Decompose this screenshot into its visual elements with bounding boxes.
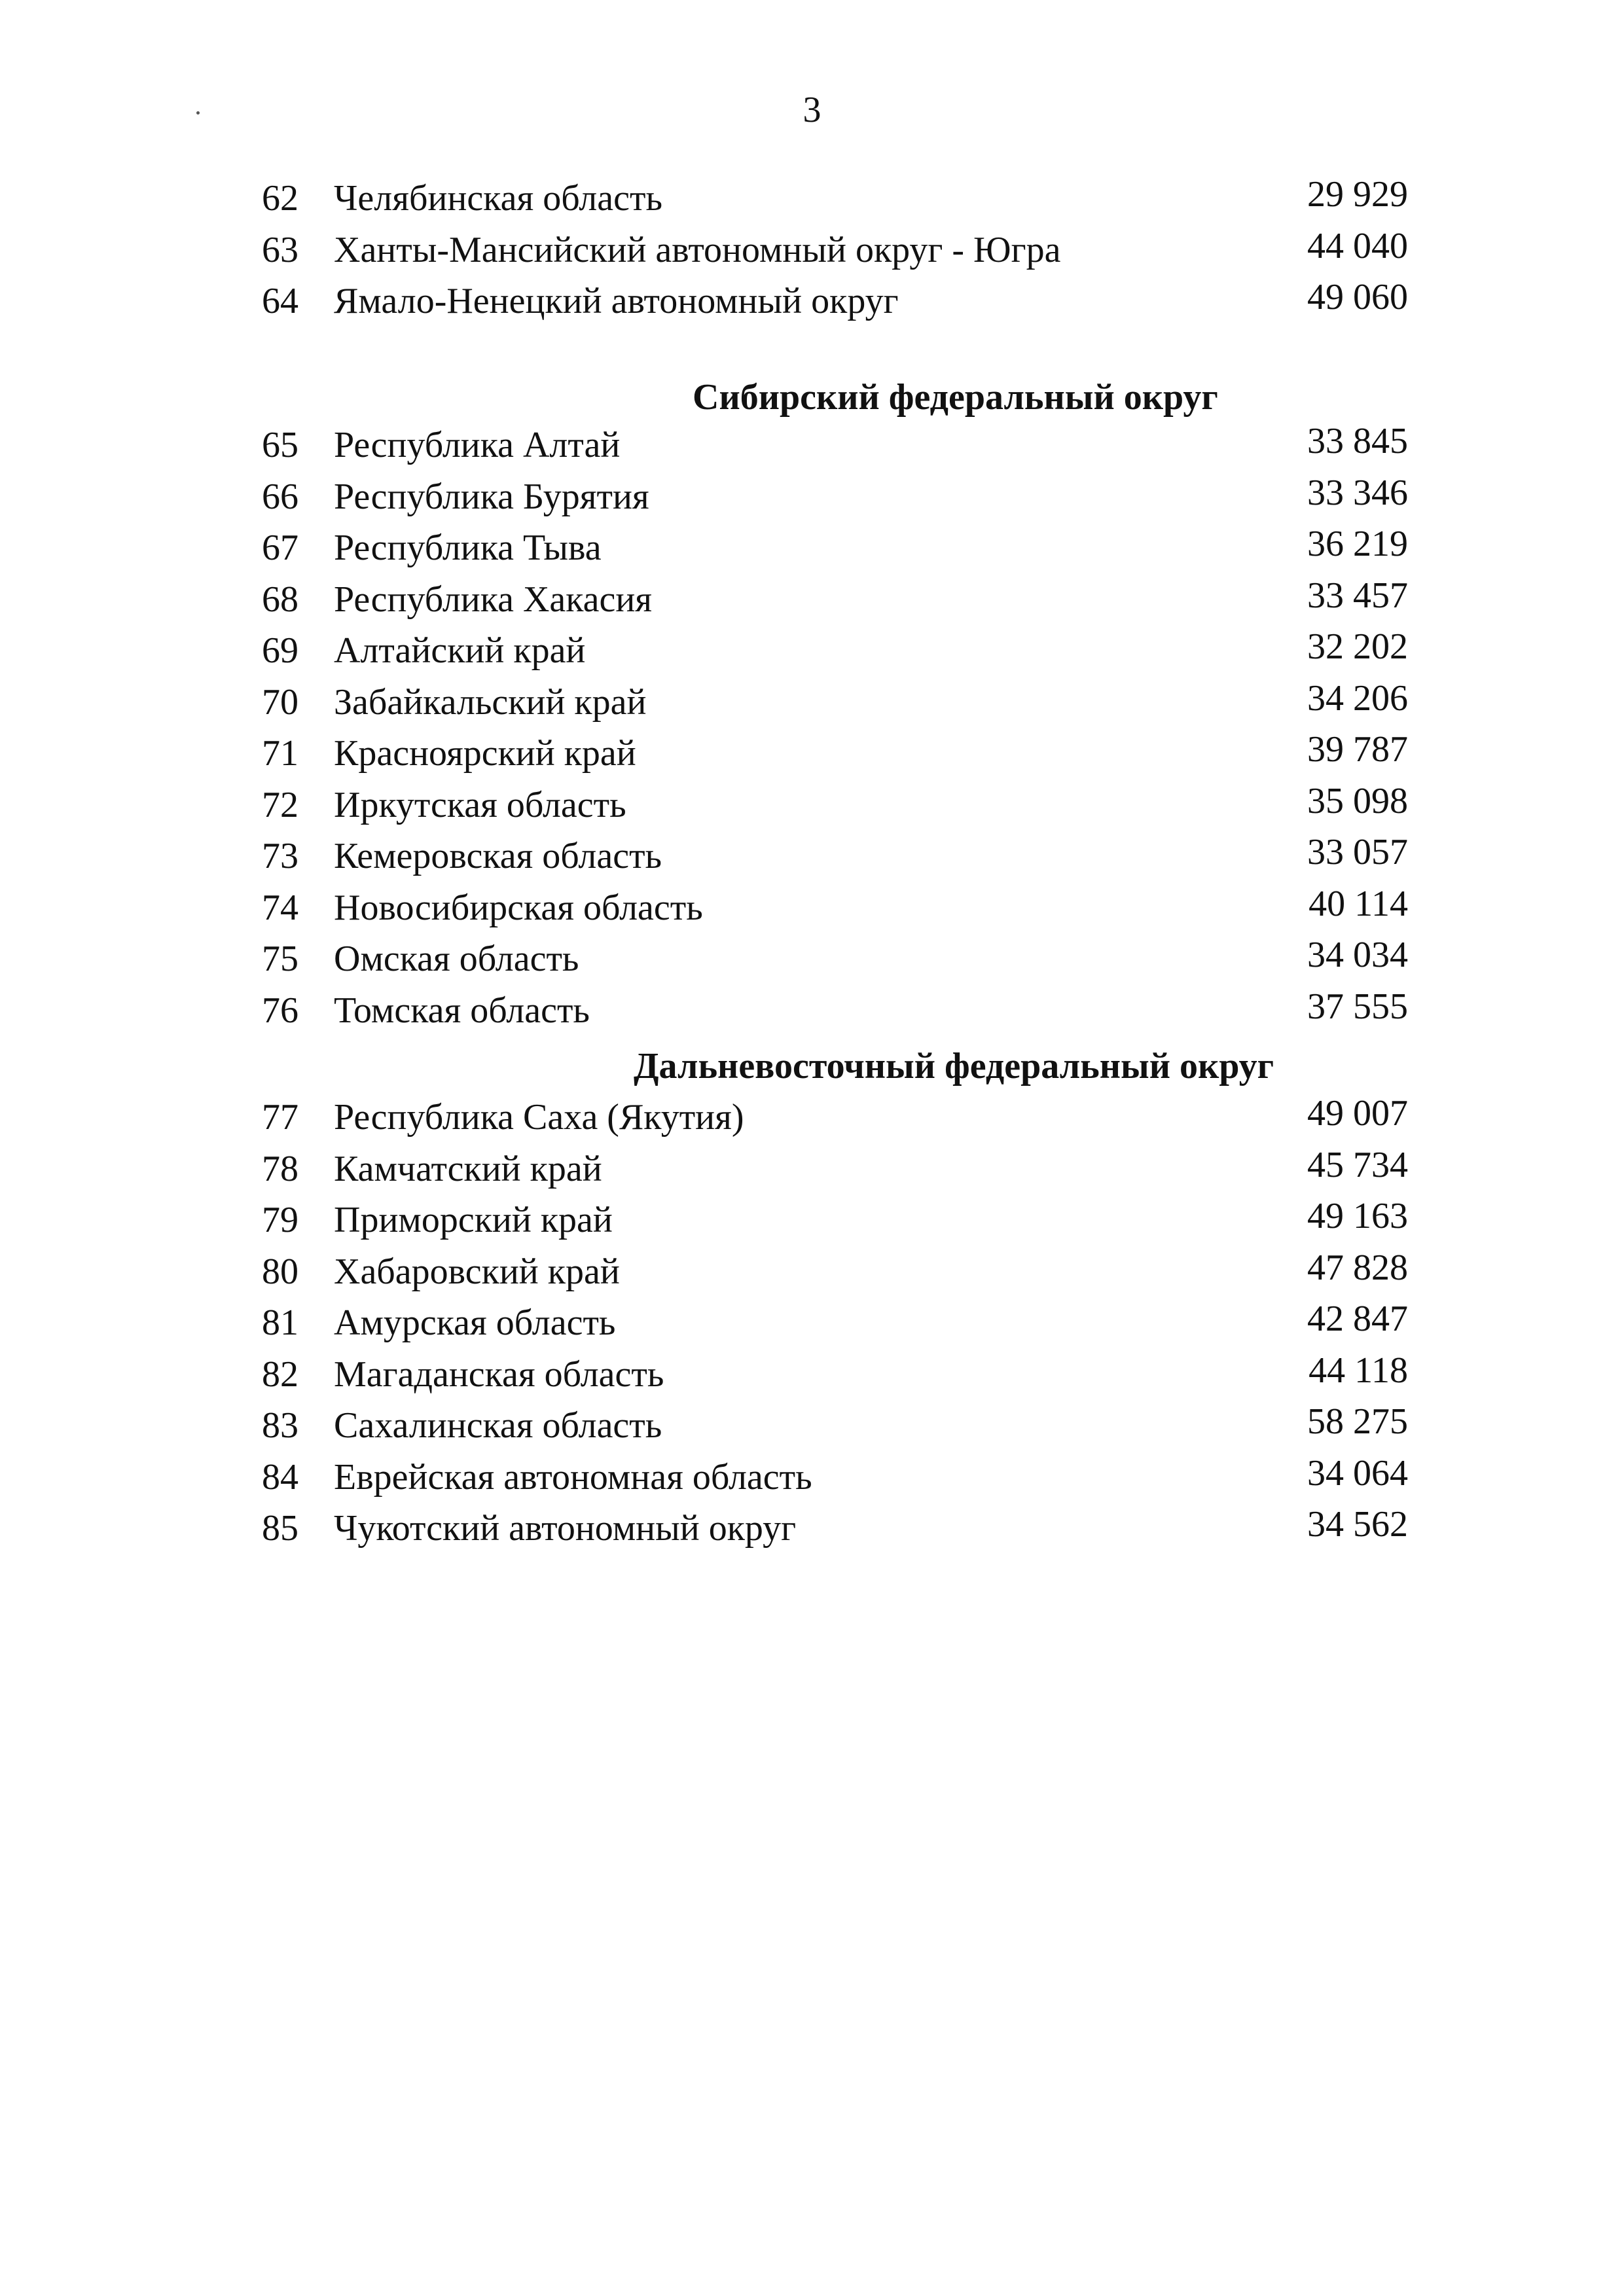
row-number: 72 xyxy=(262,784,298,825)
page-number: 3 xyxy=(803,90,821,130)
table-row xyxy=(0,625,1624,677)
scan-speck xyxy=(196,111,200,115)
row-number: 76 xyxy=(262,990,298,1031)
region-value: 33 845 xyxy=(1307,421,1408,461)
region-name: Ямало-Ненецкий автономный округ xyxy=(334,281,899,321)
table-row xyxy=(0,933,1624,985)
row-number: 67 xyxy=(262,528,298,568)
row-number: 84 xyxy=(262,1456,298,1498)
region-name: Республика Саха (Якутия) xyxy=(334,1097,744,1138)
row-number: 81 xyxy=(262,1302,298,1343)
table-row xyxy=(0,1092,1624,1143)
region-name: Омская область xyxy=(334,939,579,979)
region-name: Забайкальский край xyxy=(334,681,647,723)
table-row xyxy=(0,173,1624,224)
table-group-siberian xyxy=(0,420,1624,1036)
row-number: 65 xyxy=(262,425,298,465)
region-value: 49 163 xyxy=(1307,1196,1408,1236)
row-number: 78 xyxy=(262,1148,298,1189)
region-value: 34 034 xyxy=(1307,935,1408,975)
region-name: Томская область xyxy=(334,990,590,1031)
region-value: 34 064 xyxy=(1307,1452,1408,1494)
region-name: Республика Хакасия xyxy=(334,579,653,620)
row-number: 63 xyxy=(262,229,298,270)
region-value: 32 202 xyxy=(1307,626,1408,667)
region-value: 37 555 xyxy=(1307,986,1408,1027)
row-number: 82 xyxy=(262,1354,298,1395)
region-name: Приморский край xyxy=(334,1200,613,1240)
region-name: Еврейская автономная область xyxy=(334,1456,812,1498)
row-number: 74 xyxy=(262,887,298,928)
region-value: 44 040 xyxy=(1307,225,1408,266)
row-number: 68 xyxy=(262,579,298,620)
region-name: Сахалинская область xyxy=(334,1405,662,1446)
region-name: Камчатский край xyxy=(334,1148,602,1189)
table-group-ural xyxy=(0,173,1624,327)
table-row xyxy=(0,1143,1624,1195)
table-group-far-eastern xyxy=(0,1092,1624,1554)
row-number: 64 xyxy=(262,281,298,321)
region-name: Новосибирская область xyxy=(334,887,703,928)
table-row xyxy=(0,1452,1624,1503)
table-row xyxy=(0,780,1624,831)
table-row xyxy=(0,677,1624,728)
table-row xyxy=(0,224,1624,276)
region-name: Кемеровская область xyxy=(334,836,662,876)
table-row xyxy=(0,1297,1624,1349)
row-number: 66 xyxy=(262,476,298,517)
table-row xyxy=(0,1503,1624,1554)
table-row xyxy=(0,831,1624,882)
region-name: Хабаровский край xyxy=(334,1251,620,1292)
region-value: 49 007 xyxy=(1307,1093,1408,1134)
table-row xyxy=(0,522,1624,574)
table-row xyxy=(0,1400,1624,1452)
region-name: Амурская область xyxy=(334,1302,616,1343)
table-row xyxy=(0,276,1624,327)
row-number: 71 xyxy=(262,733,298,774)
row-number: 75 xyxy=(262,939,298,979)
region-value: 36 219 xyxy=(1307,524,1408,564)
region-value: 33 346 xyxy=(1307,472,1408,513)
row-number: 70 xyxy=(262,681,298,723)
table-row xyxy=(0,471,1624,523)
region-value: 49 060 xyxy=(1307,277,1408,317)
region-value: 45 734 xyxy=(1307,1144,1408,1185)
region-value: 44 118 xyxy=(1308,1350,1408,1391)
section-heading-siberian: Сибирский федеральный округ xyxy=(693,377,1218,418)
table-row xyxy=(0,574,1624,626)
section-heading-far-eastern: Дальневосточный федеральный округ xyxy=(634,1046,1274,1086)
table-row xyxy=(0,420,1624,471)
row-number: 85 xyxy=(262,1508,298,1549)
region-value: 33 057 xyxy=(1307,832,1408,872)
region-name: Республика Бурятия xyxy=(334,476,649,517)
region-name: Иркутская область xyxy=(334,784,626,825)
region-value: 34 206 xyxy=(1307,677,1408,719)
region-name: Магаданская область xyxy=(334,1354,664,1395)
region-value: 39 787 xyxy=(1307,729,1408,770)
region-value: 34 562 xyxy=(1307,1504,1408,1545)
row-number: 83 xyxy=(262,1405,298,1446)
region-name: Красноярский край xyxy=(334,733,636,774)
region-value: 29 929 xyxy=(1307,174,1408,215)
table-row xyxy=(0,728,1624,780)
row-number: 62 xyxy=(262,178,298,219)
row-number: 80 xyxy=(262,1251,298,1292)
region-value: 33 457 xyxy=(1307,575,1408,616)
table-row xyxy=(0,1194,1624,1246)
region-name: Челябинская область xyxy=(334,178,662,219)
row-number: 77 xyxy=(262,1097,298,1138)
region-name: Алтайский край xyxy=(334,630,586,671)
region-name: Ханты-Мансийский автономный округ - Югра xyxy=(334,229,1061,270)
region-name: Чукотский автономный округ xyxy=(334,1508,797,1549)
row-number: 79 xyxy=(262,1200,298,1240)
region-name: Республика Алтай xyxy=(334,425,621,465)
region-value: 47 828 xyxy=(1307,1247,1408,1288)
region-value: 35 098 xyxy=(1307,780,1408,821)
region-name: Республика Тыва xyxy=(334,528,602,568)
row-number: 73 xyxy=(262,836,298,876)
table-row xyxy=(0,882,1624,934)
table-row xyxy=(0,985,1624,1037)
row-number: 69 xyxy=(262,630,298,671)
table-row xyxy=(0,1246,1624,1298)
region-value: 58 275 xyxy=(1307,1401,1408,1442)
region-value: 40 114 xyxy=(1308,883,1408,924)
table-row xyxy=(0,1349,1624,1401)
region-value: 42 847 xyxy=(1307,1299,1408,1339)
